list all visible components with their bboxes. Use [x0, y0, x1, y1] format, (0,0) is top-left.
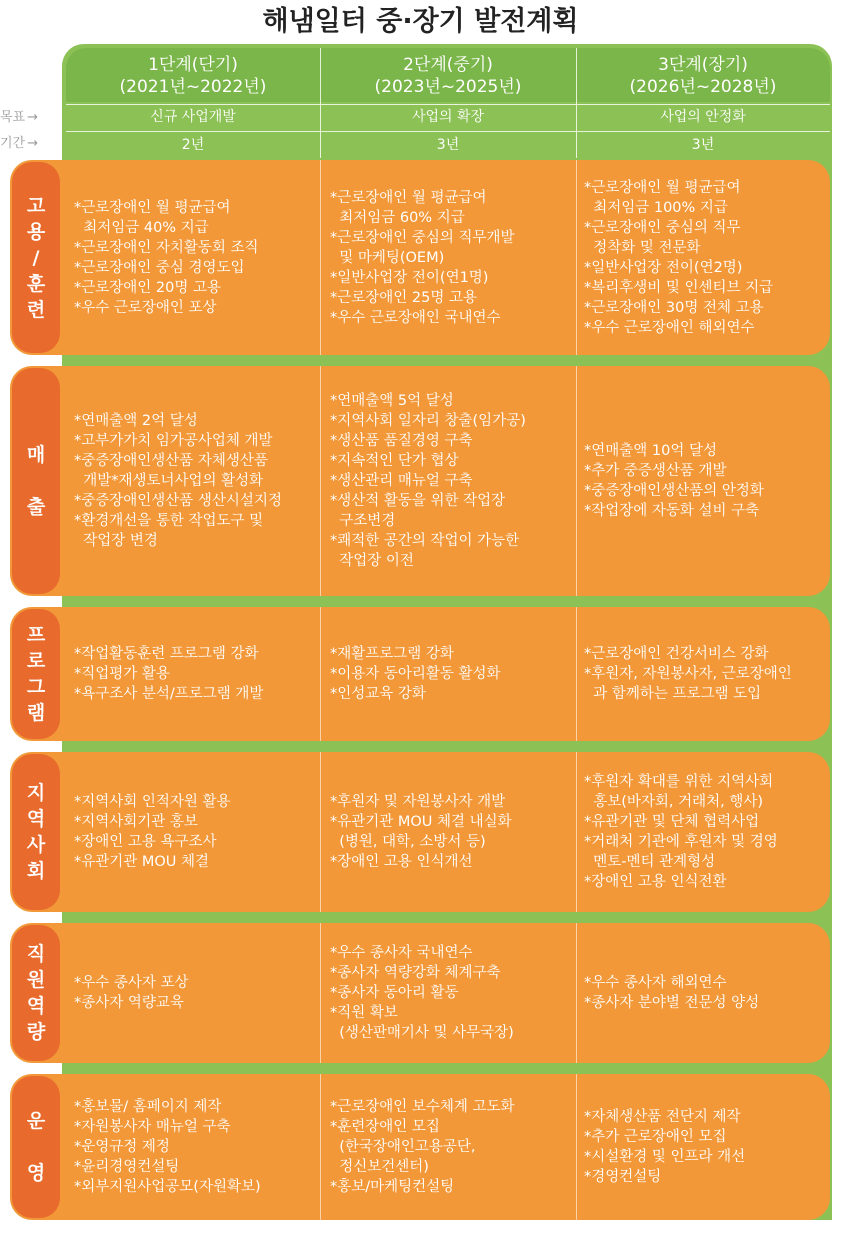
plan-item: (한국장애인고용공단,: [330, 1139, 476, 1155]
period-row: [66, 133, 830, 157]
plan-item: *유관기관 MOU 체결: [74, 854, 210, 870]
plan-item: 작업장 변경: [74, 533, 158, 549]
plan-item: 작업장 이전: [330, 553, 414, 569]
plan-cell: [330, 923, 576, 1063]
plan-item: *우수 종사자 국내연수: [330, 945, 473, 961]
plan-item: *연매출액 5억 달성: [330, 393, 454, 409]
category-char: 사: [26, 834, 46, 856]
plan-item: *지속적인 단가 협상: [330, 453, 459, 469]
plan-cell: [330, 366, 576, 596]
category-char: 원: [26, 969, 46, 991]
page-title: 해냄일터 중·장기 발전계획: [262, 6, 579, 37]
plan-item: *지역사회 일자리 창출(임가공): [330, 413, 526, 429]
plan-cell: [330, 160, 576, 355]
period-side-label: 기간 →: [0, 136, 39, 151]
plan-item: *자체생산품 전단지 제작: [584, 1109, 741, 1125]
plan-item: 정신보건센터): [330, 1159, 429, 1175]
column-divider: [576, 160, 577, 355]
column-divider: [320, 1074, 321, 1220]
category-char: 출: [26, 496, 46, 518]
plan-item: *종사자 동아리 활동: [330, 985, 459, 1001]
category-label: [12, 925, 60, 1061]
plan-item: *후원자 및 자원봉사자 개발: [330, 794, 506, 810]
plan-item: *후원자, 자원봉사자, 근로장애인: [584, 666, 792, 682]
column-divider: [320, 160, 321, 355]
category-char: 역: [26, 995, 46, 1017]
plan-item: *자원봉사자 매뉴얼 구축: [74, 1119, 231, 1135]
plan-item: *경영컨설팅: [584, 1169, 662, 1185]
plan-item: *연매출액 10억 달성: [584, 443, 717, 459]
plan-item: 홍보(바자회, 거래처, 행사): [584, 794, 764, 810]
plan-item: *생산품 품질경영 구축: [330, 433, 473, 449]
column-divider: [320, 366, 321, 596]
plan-item: *복리후생비 및 인센티브 지급: [584, 279, 774, 296]
category-char: 프: [26, 624, 46, 646]
category-char: 역: [26, 808, 46, 830]
plan-cell: [584, 1074, 828, 1220]
plan-item: *근로장애인 보수체계 고도화: [330, 1099, 515, 1115]
column-divider: [320, 607, 321, 741]
phase-years: (2021년~2022년): [119, 77, 267, 97]
plan-item: *유관기관 MOU 체결 내실화: [330, 814, 512, 830]
period-cell: 3년: [691, 137, 715, 153]
plan-item: *일반사업장 전이(연1명): [330, 269, 489, 286]
plan-item: *작업장에 자동화 설비 구축: [584, 503, 760, 519]
goal-cell: 신규 사업개발: [150, 109, 236, 125]
plan-item: *욕구조사 분석/프로그램 개발: [74, 686, 264, 702]
plan-item: *근로장애인 30명 전체 고용: [584, 299, 764, 316]
plan-item: *후원자 확대를 위한 지역사회: [584, 774, 774, 790]
plan-cell: [584, 366, 828, 596]
plan-cell: [74, 607, 320, 741]
column-divider: [576, 366, 577, 596]
plan-item: 최저임금 40% 지급: [74, 219, 209, 236]
divider: [576, 48, 577, 158]
plan-item: *홍보/마케팅컨설팅: [330, 1179, 455, 1195]
plan-cell: [74, 160, 320, 355]
plan-item: 최저임금 60% 지급: [330, 209, 465, 226]
plan-item: *일반사업장 전이(연2명): [584, 259, 743, 276]
divider: [66, 104, 830, 105]
category-char: 량: [26, 1021, 46, 1043]
phase-header-2: [320, 48, 576, 102]
plan-item: *종사자 역량교육: [74, 995, 184, 1011]
category-char: 램: [26, 702, 46, 724]
plan-item: *이용자 동아리활동 활성화: [330, 666, 501, 682]
plan-item: *우수 종사자 해외연수: [584, 975, 727, 991]
phase-header-1: [66, 48, 320, 102]
plan-item: *종사자 분야별 전문성 양성: [584, 995, 760, 1011]
plan-item: *생산관리 매뉴얼 구축: [330, 473, 473, 489]
category-char: 그: [26, 676, 46, 698]
plan-item: *환경개선을 통한 작업도구 및: [74, 513, 264, 529]
plan-item: *근로장애인 월 평균급여: [74, 199, 231, 216]
category-label: [12, 754, 60, 910]
plan-cell: [584, 607, 828, 741]
plan-cell: [74, 366, 320, 596]
period-cell: 3년: [436, 137, 460, 153]
plan-item: 최저임금 100% 지급: [584, 199, 728, 216]
plan-item: (병원, 대학, 소방서 등): [330, 834, 486, 850]
plan-item: *장애인 고용 욕구조사: [74, 834, 217, 850]
plan-item: *우수 종사자 포상: [74, 975, 189, 991]
goal-side-label: 목표 →: [0, 110, 39, 125]
plan-item: *중증장애인생산품 자체생산품: [74, 453, 268, 469]
divider: [66, 131, 830, 132]
plan-item: 멘토-멘티 관계형성: [584, 854, 716, 870]
plan-item: *재활프로그램 강화: [330, 646, 454, 662]
plan-item: 구조변경: [330, 513, 396, 529]
plan-item: *근로장애인 중심의 직무개발: [330, 229, 515, 246]
category-char: 운: [26, 1110, 46, 1132]
plan-item: *근로장애인 20명 고용: [74, 279, 221, 296]
category-char: /: [32, 246, 40, 269]
category-char: 직: [26, 943, 46, 965]
plan-item: *인성교육 강화: [330, 686, 426, 702]
plan-cell: [74, 923, 320, 1063]
column-divider: [576, 1074, 577, 1220]
plan-item: *추가 중증생산품 개발: [584, 463, 727, 479]
plan-item: *지역사회 인적자원 활용: [74, 794, 231, 810]
arrow-right-icon: →: [27, 136, 39, 151]
plan-item: *시설환경 및 인프라 개선: [584, 1149, 746, 1165]
plan-item: *운영규정 제정: [74, 1139, 170, 1155]
plan-item: *훈련장애인 모집: [330, 1119, 440, 1135]
phase-name: 2단계(중기): [403, 55, 493, 75]
plan-item: *우수 근로장애인 포상: [74, 299, 217, 316]
category-label: [12, 368, 60, 594]
plan-item: *우수 근로장애인 해외연수: [584, 319, 755, 336]
plan-cell: [584, 923, 828, 1063]
plan-item: *윤리경영컨설팅: [74, 1159, 180, 1175]
category-char: 매: [26, 444, 46, 466]
plan-cell: [74, 1074, 320, 1220]
phase-years: (2026년~2028년): [629, 77, 777, 97]
plan-item: *근로장애인 중심의 직무: [584, 219, 741, 236]
plan-item: *근로장애인 25명 고용: [330, 289, 477, 306]
category-char: 련: [26, 298, 46, 321]
plan-item: *작업활동훈련 프로그램 강화: [74, 646, 259, 662]
column-divider: [576, 752, 577, 912]
plan-item: *장애인 고용 인식개선: [330, 854, 473, 870]
category-label: [12, 162, 60, 353]
category-char: 지: [26, 782, 46, 804]
plan-item: *근로장애인 월 평균급여: [330, 189, 487, 206]
plan-item: 및 마케팅(OEM): [330, 249, 445, 266]
plan-item: *고부가가치 임가공사업체 개발: [74, 433, 273, 449]
category-char: 영: [26, 1162, 46, 1184]
plan-cell: [330, 1074, 576, 1220]
plan-cell: [330, 752, 576, 912]
category-char: 로: [26, 650, 46, 672]
plan-item: *추가 근로장애인 모집: [584, 1129, 727, 1145]
category-label: [12, 609, 60, 739]
plan-item: 개발*재생토너사업의 활성화: [74, 473, 264, 489]
plan-item: *장애인 고용 인식전환: [584, 874, 727, 890]
phase-years: (2023년~2025년): [374, 77, 522, 97]
goal-cell: 사업의 확장: [411, 109, 485, 125]
plan-item: *직업평가 활용: [74, 666, 170, 682]
category-label: [12, 1076, 60, 1218]
category-char: 고: [26, 194, 46, 217]
plan-cell: [74, 752, 320, 912]
divider: [320, 48, 321, 158]
goal-cell: 사업의 안정화: [660, 109, 746, 125]
plan-cell: [584, 752, 828, 912]
plan-item: *우수 근로장애인 국내연수: [330, 309, 501, 326]
column-divider: [320, 923, 321, 1063]
plan-item: *거래처 기관에 후원자 및 경영: [584, 834, 778, 850]
period-cell: 2년: [181, 137, 205, 153]
column-divider: [320, 752, 321, 912]
plan-item: *근로장애인 자치활동회 조직: [74, 239, 259, 256]
plan-item: *중증장애인생산품 생산시설지정: [74, 493, 282, 509]
plan-item: *생산적 활동을 위한 작업장: [330, 493, 506, 509]
plan-item: (생산판매기사 및 사무국장): [330, 1025, 514, 1041]
column-divider: [576, 607, 577, 741]
plan-item: *중증장애인생산품의 안정화: [584, 483, 764, 499]
phase-name: 3단계(장기): [658, 55, 748, 75]
plan-item: *근로장애인 월 평균급여: [584, 179, 741, 196]
plan-item: *유관기관 및 단체 협력사업: [584, 814, 760, 830]
arrow-right-icon: →: [27, 110, 39, 125]
category-char: 회: [26, 860, 46, 882]
plan-item: 과 함께하는 프로그램 도입: [584, 686, 762, 702]
plan-item: *지역사회기관 홍보: [74, 814, 198, 830]
plan-cell: [584, 160, 828, 355]
plan-cell: [330, 607, 576, 741]
goal-row: [66, 105, 830, 129]
plan-item: *쾌적한 공간의 작업이 가능한: [330, 533, 520, 549]
plan-item: 정착화 및 전문화: [584, 239, 701, 256]
plan-item: *종사자 역량강화 체계구축: [330, 965, 501, 981]
plan-item: *근로장애인 건강서비스 강화: [584, 646, 769, 662]
plan-item: *직원 확보: [330, 1005, 398, 1021]
phase-header-3: [576, 48, 830, 102]
column-divider: [576, 923, 577, 1063]
plan-item: *외부지원사업공모(자원확보): [74, 1179, 261, 1195]
plan-item: *연매출액 2억 달성: [74, 413, 198, 429]
plan-item: *홍보물/ 홈페이지 제작: [74, 1099, 222, 1115]
plan-item: *근로장애인 중심 경영도입: [74, 259, 245, 276]
phase-name: 1단계(단기): [148, 55, 238, 75]
category-char: 용: [26, 220, 46, 243]
category-char: 훈: [26, 272, 46, 295]
